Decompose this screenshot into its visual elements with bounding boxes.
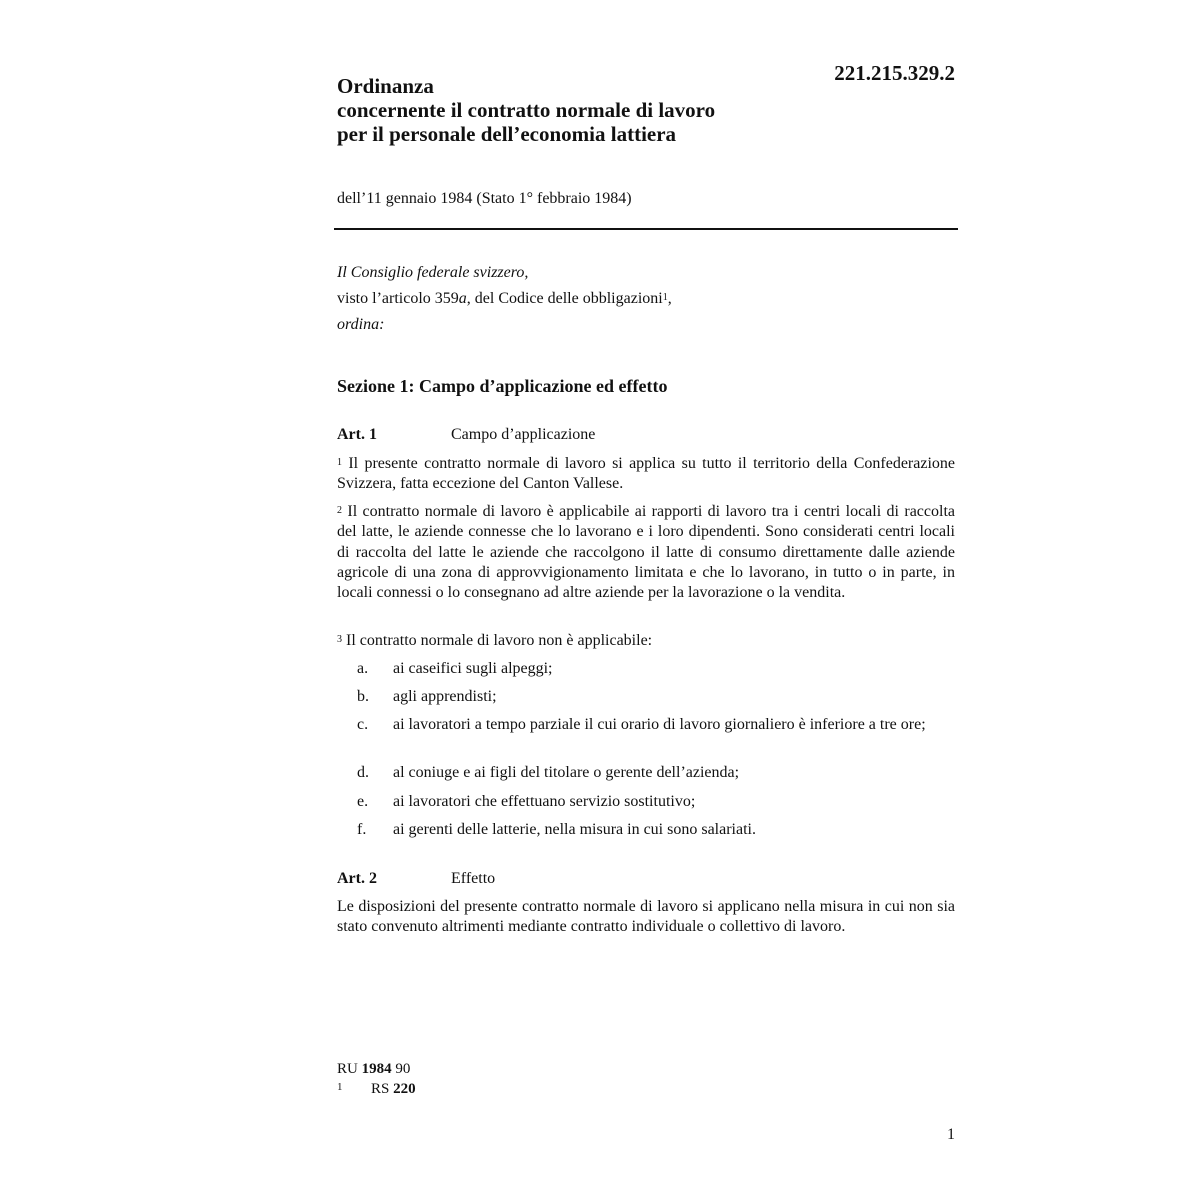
footnote-1-marker: 1 <box>337 1081 343 1093</box>
preamble-basis-suffix: , del Codice delle obbligazioni <box>466 290 663 307</box>
document-date: dell’11 gennaio 1984 (Stato 1° febbraio 1984) <box>337 190 632 207</box>
list-text: ai caseifici sugli alpeggi; <box>393 660 553 677</box>
section-heading: Sezione 1: Campo d’applicazione ed effetto <box>337 376 668 396</box>
preamble-basis-italic: a <box>458 290 467 307</box>
list-marker: e. <box>357 793 369 810</box>
preamble-ordains: ordina: <box>337 316 385 333</box>
preamble <box>337 260 957 338</box>
list-marker: c. <box>357 716 369 733</box>
list-marker: f. <box>357 821 367 838</box>
paragraph-text: Il presente contratto normale di lavoro si applica su tutto il territorio della Confederazione Svizzera, fatta eccezione del Canton Vallese. <box>337 455 956 493</box>
article-2-heading <box>337 869 957 889</box>
document-number: 221.215.329.2 <box>834 61 955 85</box>
document-title <box>337 74 797 146</box>
article-2-label: Art. 2 <box>337 870 377 887</box>
paragraph-text: Il contratto normale di lavoro è applicabile ai rapporti di lavoro tra i centri locali di raccolta del latte, le aziende connesse che lo lavorano e i loro dipendenti. Sono considerati centri locali di raccolta del latte le aziende che raccolgono il latte di consumo direttamente dalle aziende agricole di una zona di approvvigionamento limitata e che lo lavorano, in tutto o in parte, in locali connessi o lo consegnano ad altre aziende per la lavorazione o la vendita. <box>337 503 956 602</box>
article-1-label: Art. 1 <box>337 426 377 443</box>
list-marker: b. <box>357 688 369 705</box>
title-line-3: per il personale dell’economia lattiera <box>337 122 677 146</box>
title-line-2: concernente il contratto normale di lavoro <box>337 98 716 122</box>
list-text: agli apprendisti; <box>393 688 497 705</box>
list-text: ai lavoratori che effettuano servizio sostitutivo; <box>393 793 696 810</box>
preamble-basis-end: , <box>667 290 672 307</box>
preamble-basis-prefix: visto l’articolo 359 <box>337 290 459 307</box>
paragraph-number: 2 <box>337 505 342 516</box>
title-line-1: Ordinanza <box>337 74 434 98</box>
footnote-reference: 1 <box>662 292 668 303</box>
list-text: ai lavoratori a tempo parziale il cui orario di lavoro giornaliero è inferiore a tre ore; <box>393 716 926 733</box>
article-2-title: Effetto <box>451 870 496 887</box>
footnote-ru-year: 1984 <box>361 1061 392 1077</box>
paragraph-text: Il contratto normale di lavoro non è applicabile: <box>346 632 653 649</box>
header-divider <box>334 228 958 230</box>
footnote-1 <box>337 1079 416 1099</box>
footnote-ru-prefix: RU <box>337 1061 358 1077</box>
preamble-authority: Il Consiglio federale svizzero, <box>337 264 529 281</box>
list-marker: d. <box>357 764 369 781</box>
article-2-paragraph: Le disposizioni del presente contratto normale di lavoro si applicano nella misura in cui non sia stato convenuto altrimenti mediante contratto individuale o collettivo di lavoro. <box>337 898 955 936</box>
paragraph-number: 3 <box>337 634 342 645</box>
article-1-heading <box>337 425 957 445</box>
footnotes <box>337 1059 416 1099</box>
article-1-paragraph-2 <box>337 502 955 603</box>
footnote-ru-page: 90 <box>395 1061 411 1077</box>
article-1-title: Campo d’applicazione <box>451 426 596 443</box>
list-text: ai gerenti delle latterie, nella misura in cui sono salariati. <box>393 821 756 838</box>
footnote-1-prefix: RS <box>371 1081 390 1097</box>
footnote-1-number: 220 <box>393 1081 416 1097</box>
page-number: 1 <box>947 1126 955 1143</box>
list-text: al coniuge e ai figli del titolare o gerente dell’azienda; <box>393 764 740 781</box>
paragraph-number: 1 <box>337 457 342 468</box>
article-1-paragraph-1 <box>337 454 955 495</box>
footnote-ru <box>337 1059 416 1079</box>
article-1-paragraph-3 <box>337 631 955 651</box>
preamble-basis <box>337 286 957 312</box>
list-marker: a. <box>357 660 369 677</box>
